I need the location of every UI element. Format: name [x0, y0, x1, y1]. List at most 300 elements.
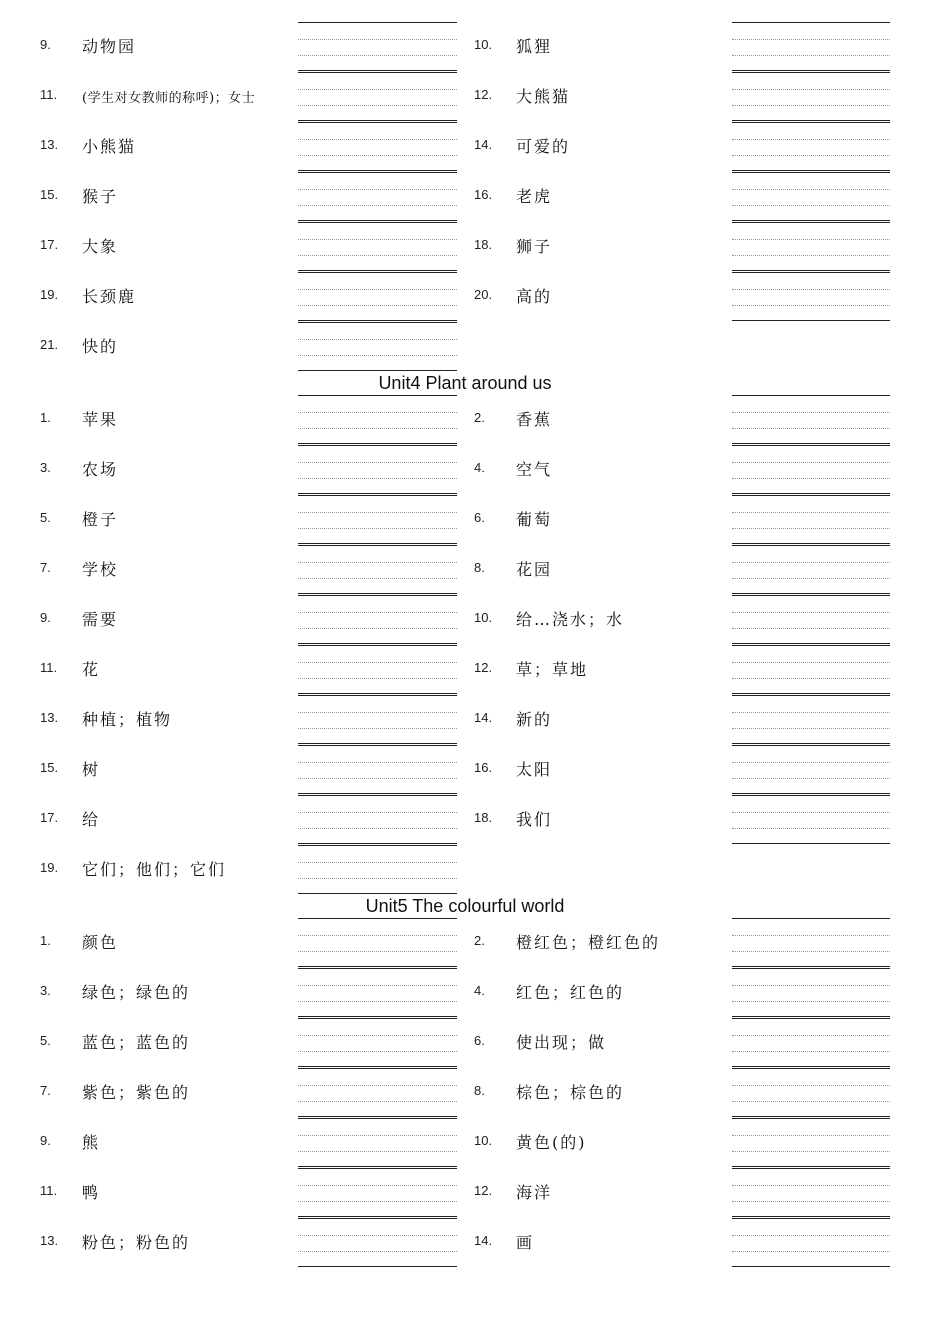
write-line-solid	[732, 695, 890, 696]
write-line-solid	[732, 743, 890, 744]
write-line-solid	[732, 843, 890, 844]
write-line-solid	[732, 693, 890, 694]
answer-write-box[interactable]	[732, 445, 890, 495]
write-line-dotted	[732, 828, 890, 829]
chinese-meaning: 紫色；紫色的	[82, 1083, 191, 1102]
answer-write-box[interactable]	[732, 545, 890, 595]
write-line-solid	[298, 543, 457, 544]
write-line-dotted	[298, 828, 457, 829]
write-line-dotted	[732, 612, 890, 613]
chinese-meaning: 树	[82, 760, 101, 779]
write-line-solid	[732, 543, 890, 544]
write-line-solid	[732, 1116, 890, 1117]
chinese-meaning: 海洋	[516, 1183, 553, 1202]
chinese-meaning: 狮子	[516, 237, 553, 256]
write-line-dotted	[298, 728, 457, 729]
write-line-solid	[298, 1266, 457, 1267]
write-line-solid	[298, 445, 457, 446]
answer-write-box[interactable]	[298, 1168, 457, 1218]
write-line-solid	[298, 270, 457, 271]
answer-write-box[interactable]	[298, 445, 457, 495]
write-line-dotted	[732, 1135, 890, 1136]
write-line-dotted	[298, 628, 457, 629]
chinese-meaning: 快的	[82, 337, 119, 356]
chinese-meaning: 高的	[516, 287, 553, 306]
answer-write-box[interactable]	[732, 695, 890, 745]
write-line-solid	[732, 72, 890, 73]
item-number: 3.	[40, 460, 51, 475]
chinese-meaning: 动物园	[82, 37, 137, 56]
write-line-dotted	[732, 678, 890, 679]
item-number: 18.	[474, 237, 493, 252]
write-line-dotted	[732, 205, 890, 206]
answer-write-box[interactable]	[732, 22, 890, 72]
chinese-meaning: 蓝色；蓝色的	[82, 1033, 191, 1052]
write-line-dotted	[298, 305, 457, 306]
answer-write-box[interactable]	[298, 72, 457, 122]
write-line-dotted	[298, 578, 457, 579]
write-line-solid	[298, 1118, 457, 1119]
write-line-dotted	[732, 1251, 890, 1252]
answer-write-box[interactable]	[298, 645, 457, 695]
write-line-solid	[298, 545, 457, 546]
answer-write-box[interactable]	[732, 1018, 890, 1068]
item-number: 10.	[474, 1133, 493, 1148]
write-line-dotted	[298, 935, 457, 936]
write-line-dotted	[298, 678, 457, 679]
item-number: 11.	[40, 87, 58, 102]
chinese-meaning: 颜色	[82, 933, 119, 952]
answer-write-box[interactable]	[298, 222, 457, 272]
chinese-meaning: 它们；他们；它们	[82, 860, 227, 879]
item-number: 8.	[474, 1083, 485, 1098]
answer-write-box[interactable]	[732, 122, 890, 172]
write-line-dotted	[298, 512, 457, 513]
answer-write-box[interactable]	[732, 72, 890, 122]
write-line-solid	[298, 170, 457, 171]
write-line-dotted	[732, 1101, 890, 1102]
write-line-solid	[298, 693, 457, 694]
write-line-dotted	[298, 1035, 457, 1036]
item-number: 1.	[40, 410, 51, 425]
write-line-dotted	[732, 412, 890, 413]
write-line-dotted	[732, 562, 890, 563]
write-line-dotted	[732, 1235, 890, 1236]
write-line-solid	[298, 172, 457, 173]
item-number: 1.	[40, 933, 51, 948]
item-number: 14.	[474, 710, 493, 725]
write-line-solid	[732, 70, 890, 71]
item-number: 8.	[474, 560, 485, 575]
write-line-dotted	[732, 528, 890, 529]
write-line-solid	[732, 643, 890, 644]
chinese-meaning: 熊	[82, 1133, 101, 1152]
write-line-solid	[298, 1068, 457, 1069]
write-line-solid	[298, 745, 457, 746]
answer-write-box[interactable]	[298, 795, 457, 845]
write-line-dotted	[298, 89, 457, 90]
write-line-dotted	[298, 462, 457, 463]
write-line-dotted	[298, 1201, 457, 1202]
write-line-solid	[732, 1066, 890, 1067]
item-number: 15.	[40, 760, 59, 775]
write-line-solid	[732, 1018, 890, 1019]
write-line-solid	[298, 968, 457, 969]
write-line-solid	[298, 495, 457, 496]
write-line-solid	[732, 122, 890, 123]
write-line-dotted	[298, 1251, 457, 1252]
item-number: 7.	[40, 1083, 51, 1098]
answer-write-box[interactable]	[298, 845, 457, 895]
answer-write-box[interactable]	[298, 545, 457, 595]
item-number: 6.	[474, 510, 485, 525]
answer-write-box[interactable]	[298, 695, 457, 745]
answer-write-box[interactable]	[732, 1218, 890, 1268]
chinese-meaning: 粉色；粉色的	[82, 1233, 191, 1252]
write-line-solid	[298, 1018, 457, 1019]
write-line-dotted	[732, 1201, 890, 1202]
answer-write-box[interactable]	[732, 495, 890, 545]
chinese-meaning: 太阳	[516, 760, 553, 779]
write-line-dotted	[732, 55, 890, 56]
write-line-dotted	[732, 1085, 890, 1086]
answer-write-box[interactable]	[298, 395, 457, 445]
write-line-dotted	[732, 255, 890, 256]
chinese-meaning: (学生对女教师的称呼)；女士	[82, 91, 256, 106]
write-line-dotted	[732, 628, 890, 629]
write-line-dotted	[298, 189, 457, 190]
write-line-dotted	[732, 1185, 890, 1186]
answer-write-box[interactable]	[732, 1118, 890, 1168]
answer-write-box[interactable]	[732, 595, 890, 645]
write-line-solid	[732, 593, 890, 594]
write-line-solid	[298, 595, 457, 596]
write-line-solid	[298, 793, 457, 794]
write-line-solid	[732, 793, 890, 794]
chinese-meaning: 红色；红色的	[516, 983, 625, 1002]
write-line-solid	[298, 272, 457, 273]
item-number: 20.	[474, 287, 493, 302]
write-line-dotted	[298, 1101, 457, 1102]
item-number: 2.	[474, 410, 485, 425]
chinese-meaning: 花园	[516, 560, 553, 579]
write-line-solid	[732, 272, 890, 273]
item-number: 14.	[474, 1233, 493, 1248]
chinese-meaning: 草；草地	[516, 660, 589, 679]
write-line-solid	[732, 595, 890, 596]
write-line-dotted	[732, 662, 890, 663]
write-line-solid	[298, 493, 457, 494]
item-number: 13.	[40, 710, 59, 725]
answer-write-box[interactable]	[298, 745, 457, 795]
write-line-dotted	[732, 478, 890, 479]
write-line-solid	[298, 695, 457, 696]
write-line-dotted	[732, 462, 890, 463]
chinese-meaning: 狐狸	[516, 37, 553, 56]
chinese-meaning: 猴子	[82, 187, 119, 206]
write-line-dotted	[732, 762, 890, 763]
chinese-meaning: 小熊猫	[82, 137, 137, 156]
answer-write-box[interactable]	[298, 22, 457, 72]
write-line-solid	[298, 1116, 457, 1117]
write-line-dotted	[298, 105, 457, 106]
chinese-meaning: 葡萄	[516, 510, 553, 529]
write-line-solid	[732, 966, 890, 967]
write-line-dotted	[732, 189, 890, 190]
answer-write-box[interactable]	[732, 1168, 890, 1218]
write-line-solid	[732, 918, 890, 919]
write-line-dotted	[732, 985, 890, 986]
write-line-solid	[298, 893, 457, 894]
item-number: 9.	[40, 610, 51, 625]
chinese-meaning: 老虎	[516, 187, 553, 206]
answer-write-box[interactable]	[732, 222, 890, 272]
chinese-meaning: 大熊猫	[516, 87, 571, 106]
item-number: 14.	[474, 137, 493, 152]
write-line-solid	[298, 370, 457, 371]
write-line-solid	[732, 445, 890, 446]
write-line-dotted	[732, 935, 890, 936]
write-line-solid	[732, 1166, 890, 1167]
chinese-meaning: 花	[82, 660, 101, 679]
write-line-solid	[732, 1216, 890, 1217]
answer-write-box[interactable]	[298, 172, 457, 222]
write-line-dotted	[298, 985, 457, 986]
write-line-dotted	[298, 55, 457, 56]
answer-write-box[interactable]	[298, 272, 457, 322]
write-line-solid	[732, 1016, 890, 1017]
write-line-solid	[298, 643, 457, 644]
item-number: 6.	[474, 1033, 485, 1048]
write-line-dotted	[732, 512, 890, 513]
write-line-solid	[298, 443, 457, 444]
write-line-solid	[298, 320, 457, 321]
write-line-solid	[732, 493, 890, 494]
item-number: 11.	[40, 660, 58, 675]
item-number: 7.	[40, 560, 51, 575]
write-line-dotted	[298, 1185, 457, 1186]
write-line-dotted	[732, 812, 890, 813]
write-line-solid	[732, 495, 890, 496]
item-number: 13.	[40, 137, 59, 152]
write-line-dotted	[732, 139, 890, 140]
write-line-dotted	[732, 39, 890, 40]
answer-write-box[interactable]	[732, 795, 890, 845]
write-line-solid	[298, 120, 457, 121]
write-line-solid	[298, 743, 457, 744]
write-line-dotted	[298, 155, 457, 156]
write-line-solid	[732, 222, 890, 223]
write-line-dotted	[298, 778, 457, 779]
write-line-dotted	[298, 1235, 457, 1236]
write-line-dotted	[298, 478, 457, 479]
item-number: 9.	[40, 37, 51, 52]
chinese-meaning: 可爱的	[516, 137, 571, 156]
answer-write-box[interactable]	[732, 1068, 890, 1118]
item-number: 5.	[40, 510, 51, 525]
answer-write-box[interactable]	[732, 395, 890, 445]
chinese-meaning: 香蕉	[516, 410, 553, 429]
chinese-meaning: 农场	[82, 460, 119, 479]
answer-write-box[interactable]	[732, 745, 890, 795]
chinese-meaning: 黄色(的)	[516, 1133, 587, 1152]
answer-write-box[interactable]	[298, 918, 457, 968]
item-number: 17.	[40, 810, 59, 825]
chinese-meaning: 需要	[82, 610, 119, 629]
write-line-dotted	[732, 305, 890, 306]
write-line-dotted	[298, 39, 457, 40]
item-number: 16.	[474, 760, 493, 775]
write-line-dotted	[732, 712, 890, 713]
write-line-dotted	[298, 412, 457, 413]
item-number: 4.	[474, 983, 485, 998]
chinese-meaning: 长颈鹿	[82, 287, 137, 306]
write-line-solid	[298, 122, 457, 123]
write-line-dotted	[298, 428, 457, 429]
write-line-solid	[732, 1168, 890, 1169]
answer-write-box[interactable]	[298, 1068, 457, 1118]
write-line-dotted	[732, 1051, 890, 1052]
write-line-solid	[298, 1066, 457, 1067]
write-line-dotted	[732, 728, 890, 729]
write-line-solid	[298, 70, 457, 71]
item-number: 15.	[40, 187, 59, 202]
chinese-meaning: 学校	[82, 560, 119, 579]
item-number: 4.	[474, 460, 485, 475]
write-line-dotted	[732, 951, 890, 952]
item-number: 12.	[474, 660, 493, 675]
answer-write-box[interactable]	[298, 1118, 457, 1168]
write-line-dotted	[732, 578, 890, 579]
write-line-solid	[298, 1218, 457, 1219]
answer-write-box[interactable]	[732, 918, 890, 968]
item-number: 19.	[40, 860, 59, 875]
write-line-solid	[298, 966, 457, 967]
answer-write-box[interactable]	[298, 495, 457, 545]
answer-write-box[interactable]	[298, 122, 457, 172]
write-line-solid	[732, 1118, 890, 1119]
write-line-dotted	[298, 862, 457, 863]
write-line-solid	[732, 172, 890, 173]
answer-write-box[interactable]	[298, 322, 457, 372]
unit5-title: Unit5 The colourful world	[365, 896, 565, 916]
write-line-dotted	[732, 105, 890, 106]
write-line-solid	[732, 1218, 890, 1219]
write-line-solid	[732, 645, 890, 646]
write-line-dotted	[298, 205, 457, 206]
answer-write-box[interactable]	[298, 1018, 457, 1068]
answer-write-box[interactable]	[732, 645, 890, 695]
write-line-solid	[732, 170, 890, 171]
write-line-solid	[732, 22, 890, 23]
write-line-solid	[732, 395, 890, 396]
chinese-meaning: 给	[82, 810, 101, 829]
write-line-solid	[298, 395, 457, 396]
answer-write-box[interactable]	[298, 1218, 457, 1268]
chinese-meaning: 新的	[516, 710, 553, 729]
write-line-dotted	[298, 562, 457, 563]
write-line-dotted	[298, 1151, 457, 1152]
write-line-dotted	[298, 662, 457, 663]
write-line-solid	[298, 918, 457, 919]
write-line-solid	[298, 1216, 457, 1217]
write-line-dotted	[298, 1001, 457, 1002]
item-number: 13.	[40, 1233, 59, 1248]
write-line-dotted	[298, 712, 457, 713]
write-line-solid	[298, 845, 457, 846]
write-line-solid	[298, 795, 457, 796]
answer-write-box[interactable]	[732, 172, 890, 222]
write-line-solid	[298, 645, 457, 646]
write-line-dotted	[298, 951, 457, 952]
write-line-dotted	[298, 139, 457, 140]
chinese-meaning: 绿色；绿色的	[82, 983, 191, 1002]
write-line-solid	[298, 72, 457, 73]
write-line-dotted	[298, 239, 457, 240]
write-line-solid	[732, 270, 890, 271]
write-line-dotted	[732, 155, 890, 156]
chinese-meaning: 橙子	[82, 510, 119, 529]
write-line-dotted	[732, 778, 890, 779]
write-line-solid	[298, 220, 457, 221]
answer-write-box[interactable]	[732, 968, 890, 1018]
write-line-solid	[732, 120, 890, 121]
write-line-solid	[732, 745, 890, 746]
write-line-dotted	[732, 428, 890, 429]
write-line-solid	[298, 1168, 457, 1169]
write-line-dotted	[298, 355, 457, 356]
write-line-dotted	[298, 762, 457, 763]
chinese-meaning: 橙红色；橙红色的	[516, 933, 661, 952]
item-number: 12.	[474, 1183, 493, 1198]
chinese-meaning: 棕色；棕色的	[516, 1083, 625, 1102]
unit4-title: Unit4 Plant around us	[378, 373, 552, 393]
chinese-meaning: 我们	[516, 810, 553, 829]
write-line-dotted	[298, 528, 457, 529]
answer-write-box[interactable]	[298, 595, 457, 645]
write-line-dotted	[732, 89, 890, 90]
write-line-dotted	[298, 612, 457, 613]
write-line-solid	[298, 222, 457, 223]
write-line-solid	[732, 1266, 890, 1267]
write-line-dotted	[732, 1035, 890, 1036]
write-line-dotted	[298, 878, 457, 879]
write-line-solid	[298, 22, 457, 23]
item-number: 21.	[40, 337, 59, 352]
answer-write-box[interactable]	[298, 968, 457, 1018]
answer-write-box[interactable]	[732, 272, 890, 322]
item-number: 16.	[474, 187, 493, 202]
item-number: 2.	[474, 933, 485, 948]
item-number: 10.	[474, 37, 493, 52]
write-line-solid	[732, 443, 890, 444]
write-line-dotted	[732, 1151, 890, 1152]
write-line-solid	[732, 795, 890, 796]
write-line-dotted	[298, 1051, 457, 1052]
write-line-solid	[298, 1166, 457, 1167]
write-line-dotted	[298, 1135, 457, 1136]
chinese-meaning: 空气	[516, 460, 553, 479]
write-line-solid	[298, 322, 457, 323]
chinese-meaning: 给…浇水；水	[516, 610, 625, 629]
item-number: 9.	[40, 1133, 51, 1148]
write-line-solid	[732, 968, 890, 969]
item-number: 3.	[40, 983, 51, 998]
item-number: 18.	[474, 810, 493, 825]
write-line-solid	[732, 545, 890, 546]
write-line-solid	[732, 320, 890, 321]
write-line-dotted	[732, 289, 890, 290]
